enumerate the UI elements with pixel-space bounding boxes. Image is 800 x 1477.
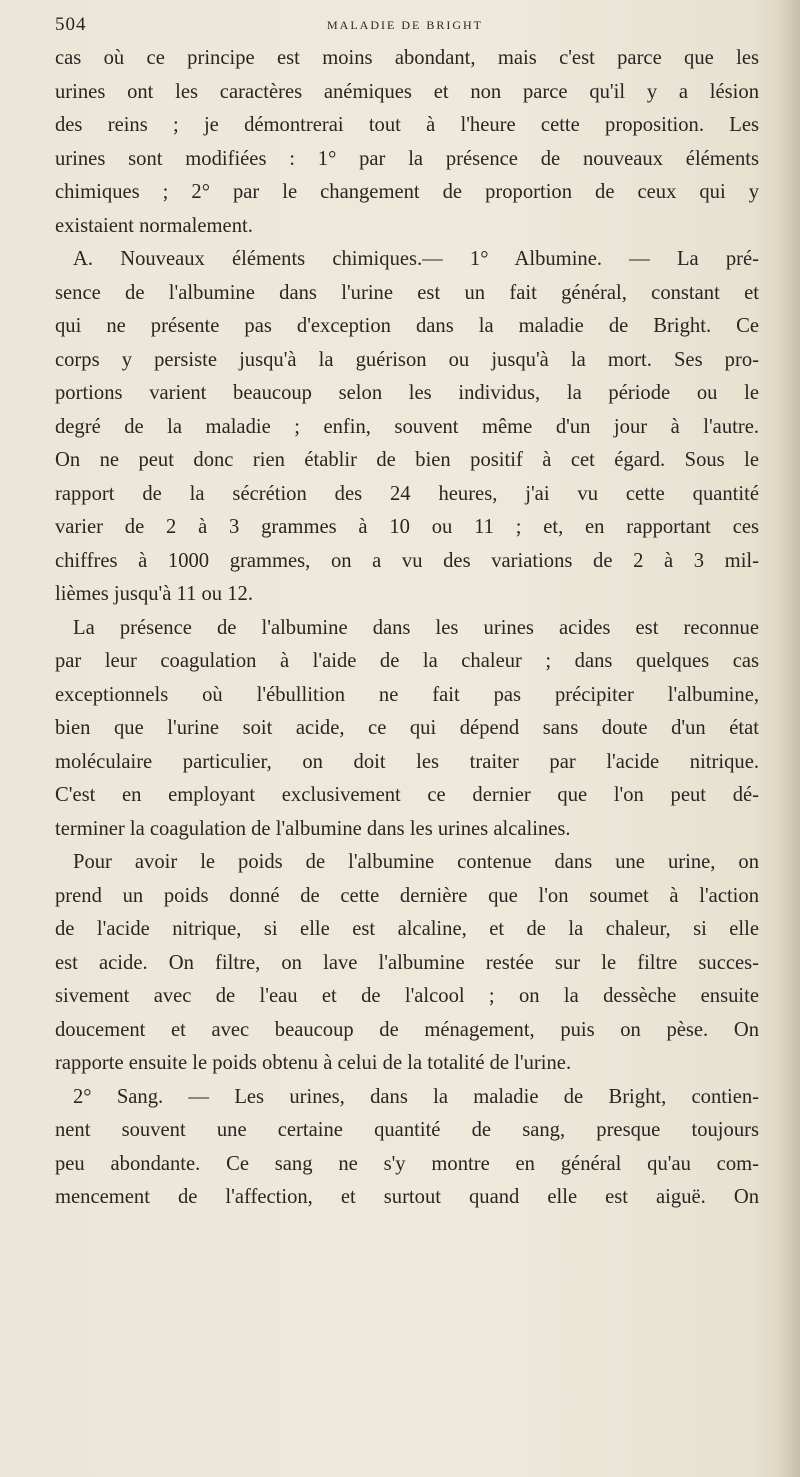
body-text [55,42,759,1215]
text-line: lièmes jusqu'à 11 ou 12. [55,583,253,605]
text-line: urines ont les caractères anémiques et non parce qu'il y a lésion [55,80,759,103]
text-line: corps y persiste jusqu'à la guérison ou jusqu'à la mort. Ses pro- [55,348,759,371]
text-line: existaient normalement. [55,214,253,237]
text-line: urines sont modifiées : 1° par la présence de nouveaux éléments [55,147,759,170]
text-line: exceptionnels où l'ébullition ne fait pas précipiter l'albumine, [55,683,759,706]
text-line: moléculaire particulier, on doit les traiter par l'acide nitrique. [55,750,759,773]
text-line: On ne peut donc rien établir de bien positif à cet égard. Sous le [55,449,759,471]
text-line: doucement et avec beaucoup de ménagement, puis on pèse. On [55,1018,759,1041]
text-line: sivement avec de l'eau et de l'alcool ; on la dessèche ensuite [55,985,759,1007]
text-line: chiffres à 1000 grammes, on a vu des variations de 2 à 3 mil- [55,549,759,572]
text-line: rapport de la sécrétion des 24 heures, j'ai vu cette quantité [55,482,759,505]
text-line: cas où ce principe est moins abondant, mais c'est parce que les [55,47,759,69]
text-line: degré de la maladie ; enfin, souvent même d'un jour à l'autre. [55,415,759,438]
text-line: qui ne présente pas d'exception dans la maladie de Bright. Ce [55,315,759,337]
text-line: La présence de l'albumine dans les urines acides est reconnue [73,616,759,639]
text-line: portions varient beaucoup selon les individus, la période ou le [55,382,759,404]
text-line: nent souvent une certaine quantité de sang, presque toujours [55,1119,759,1141]
text-line: de l'acide nitrique, si elle est alcaline, et de la chaleur, si elle [55,918,759,940]
text-line: A. Nouveaux éléments chimiques.— 1° Albumine. — La pré- [73,248,759,270]
text-line: Pour avoir le poids de l'albumine contenue dans une urine, on [73,851,759,873]
text-line: par leur coagulation à l'aide de la chaleur ; dans quelques cas [55,650,759,672]
text-line: sence de l'albumine dans l'urine est un fait général, constant et [55,281,759,304]
running-head: MALADIE DE BRIGHT [327,18,483,32]
text-line: 2° Sang. — Les urines, dans la maladie de Bright, contien- [73,1085,759,1108]
text-line: chimiques ; 2° par le changement de proportion de ceux qui y [55,181,759,203]
page-number: 504 [55,14,87,35]
text-line: C'est en employant exclusivement ce dernier que l'on peut dé- [55,784,759,806]
text-line: varier de 2 à 3 grammes à 10 ou 11 ; et, en rapportant ces [55,516,759,538]
text-line: peu abondante. Ce sang ne s'y montre en général qu'au com- [55,1152,759,1175]
text-line: mencement de l'affection, et surtout quand elle est aiguë. On [55,1186,759,1208]
text-line: des reins ; je démontrerai tout à l'heure cette proposition. Les [55,114,759,136]
page-edge-shadow [778,0,800,1477]
page-header [55,14,755,40]
text-line: est acide. On filtre, on lave l'albumine restée sur le filtre succes- [55,951,759,974]
text-line: prend un poids donné de cette dernière que l'on soumet à l'action [55,884,759,907]
text-line: bien que l'urine soit acide, ce qui dépend sans doute d'un état [55,717,759,739]
text-line: terminer la coagulation de l'albumine dans les urines alcalines. [55,817,571,840]
text-line: rapporte ensuite le poids obtenu à celui de la totalité de l'urine. [55,1052,572,1074]
